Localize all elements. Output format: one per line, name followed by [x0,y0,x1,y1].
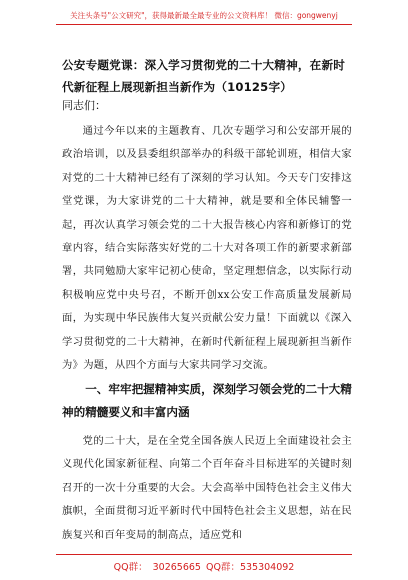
footer-qq-groups: QQ群： 30265665 QQ群：535304092 [113,562,295,573]
salutation: 同志们： [62,99,106,112]
paragraph-section-1: 党的二十大，是在全党全国各族人民迈上全面建设社会主义现代化国家新征程、向第二个百年奋斗目标进军的关键时刻召开的一次十分重要的大会。大会高举中国特色社会主义伟大旗帜，全面贯彻习近平新时代中国特色社会主义思想，站在民族复兴和百年变局的制高点，适应党和 [62,435,352,541]
header-banner: 关注头条号"公文研究"，获得最新最全最专业的公文资料库！ 微信：gongwenyj [70,11,338,20]
document-title: 公安专题党课：深入学习贯彻党的二十大精神，在新时代新征程上展现新担当新作为（10125字） [62,58,346,94]
section-heading-1: 一、牢牢把握精神实质，深刻学习领会党的二十大精神的精髓要义和丰富内涵 [62,382,352,419]
footer-divider [56,554,352,555]
paragraph-intro: 通过今年以来的主题教育、几次专题学习和公安部开展的政治培训，以及县委组织部举办的科级干部轮训班，相信大家对党的二十大精神已经有了深刻的学习认知。今天专门安排这堂党课，为大家讲党的二十大精神，就是要和全体民辅警一起，再次认真学习领会党的二十大报告核心内容和新修订的党章内容，结合实际落实好党的二十大对各项工作的新要求新部署，共同勉励大家牢记初心使命，坚定理想信念，以实际行动积极响应党中央号召，不断开创xx公安工作高质量发展新局面，为实现中华民族伟大复兴贡献公安力量！下面就以《深入学习贯彻党的二十大精神，在新时代新征程上展现新担当新作为》为题，从四个方面与大家共同学习交流。 [62,125,352,372]
header-divider [56,24,352,25]
